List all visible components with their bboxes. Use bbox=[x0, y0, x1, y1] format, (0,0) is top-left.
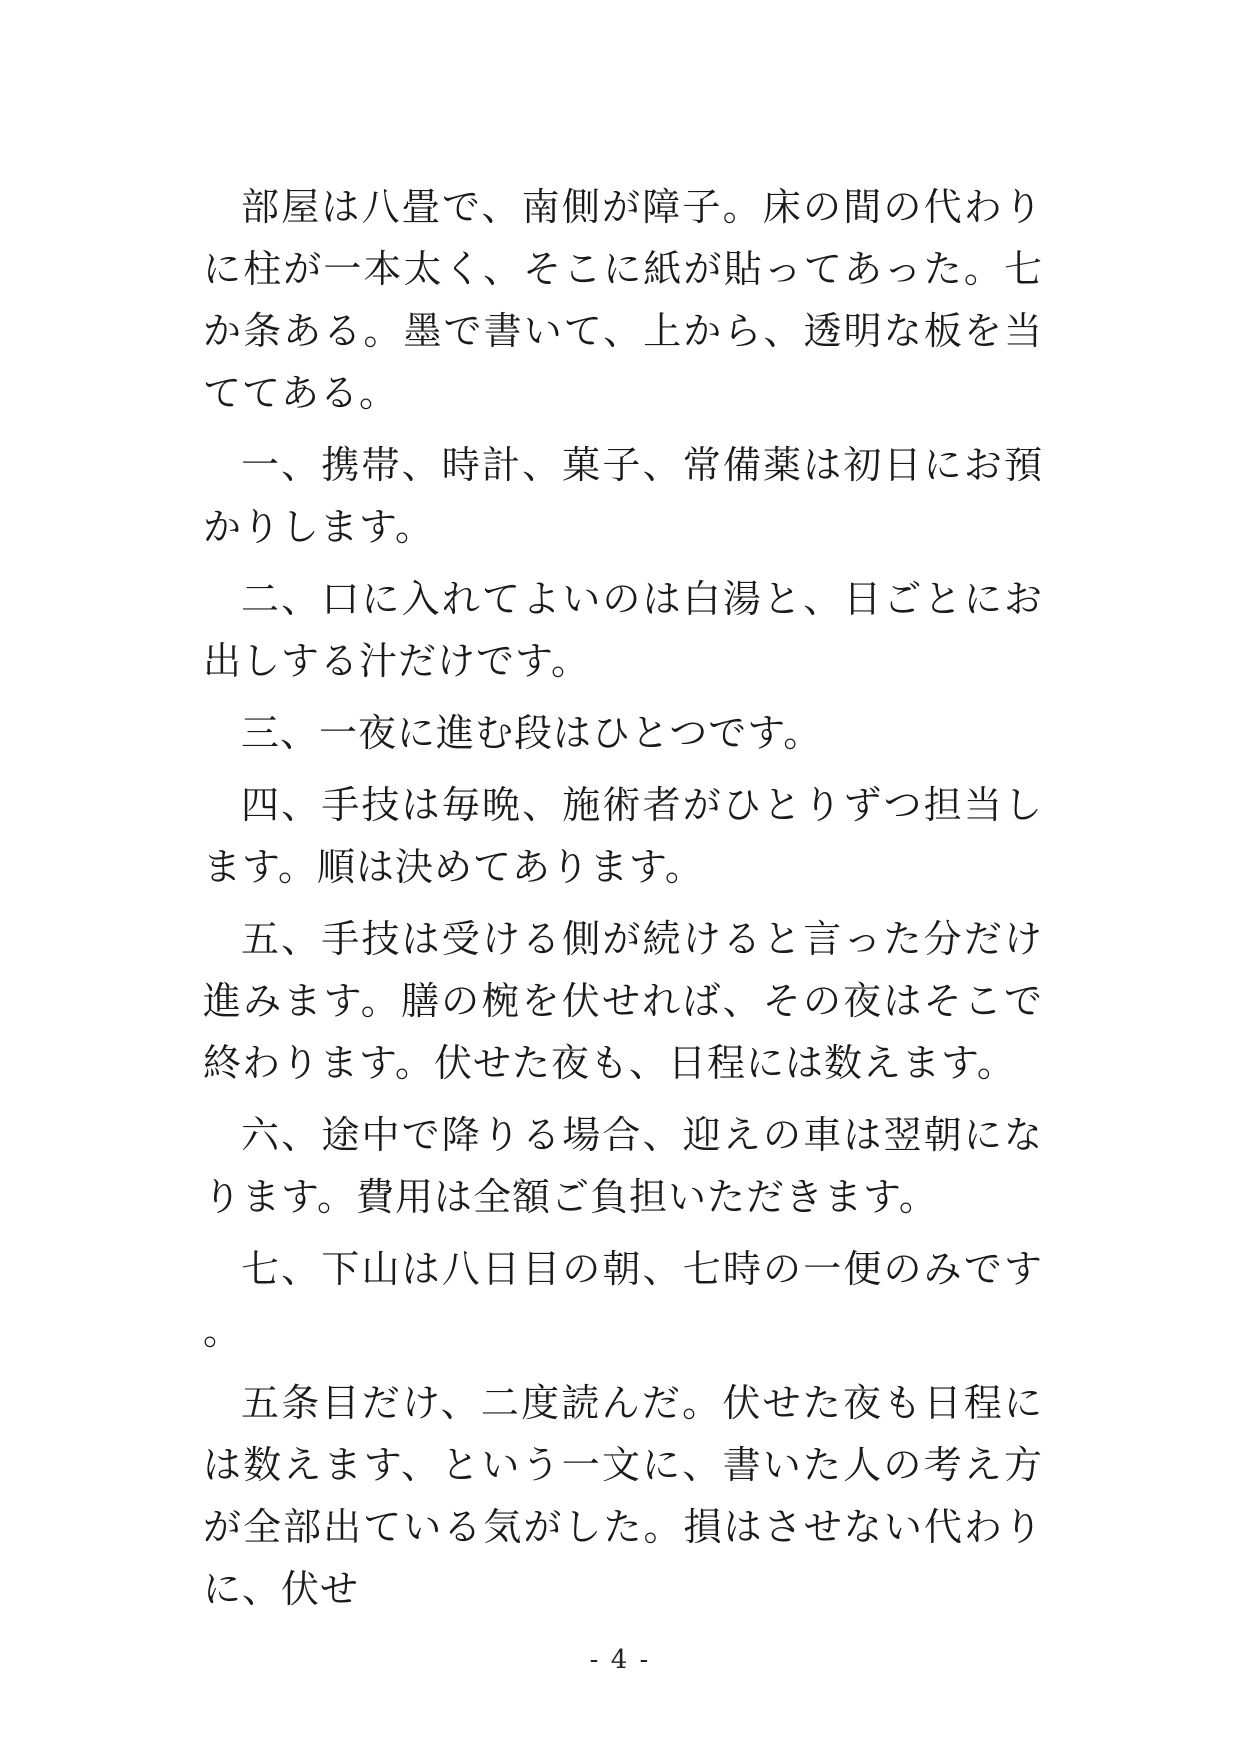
page-number: - 4 - bbox=[589, 1645, 651, 1675]
paragraph-room-description: 部屋は八畳で、南側が障子。床の間の代わりに柱が一本太く、そこに紙が貼ってあった。七か条ある。墨で書いて、上から、透明な板を当ててある。 bbox=[203, 185, 1043, 415]
rule-6: 六、途中で降りる場合、迎えの車は翌朝になります。費用は全額ご負担いただきます。 bbox=[203, 1113, 1043, 1219]
rule-1: 一、携帯、時計、菓子、常備薬は初日にお預かりします。 bbox=[203, 443, 1043, 549]
paragraph-reflection: 五条目だけ、二度読んだ。伏せた夜も日程には数えます、という一文に、書いた人の考え方が全部出ている気がした。損はさせない代わりに、伏せ bbox=[203, 1381, 1043, 1611]
rule-3: 三、一夜に進む段はひとつです。 bbox=[241, 711, 823, 755]
rule-5: 五、手技は受ける側が続けると言った分だけ進みます。膳の椀を伏せれば、その夜はそこで終わります。伏せた夜も、日程には数えます。 bbox=[203, 917, 1043, 1085]
body-text bbox=[203, 176, 1043, 1630]
rule-2: 二、口に入れてよいのは白湯と、日ごとにお出しする汁だけです。 bbox=[203, 577, 1043, 683]
rule-7: 七、下山は八日目の朝、七時の一便のみです。 bbox=[203, 1247, 1043, 1353]
rule-4: 四、手技は毎晩、施術者がひとりずつ担当します。順は決めてあります。 bbox=[203, 783, 1043, 889]
